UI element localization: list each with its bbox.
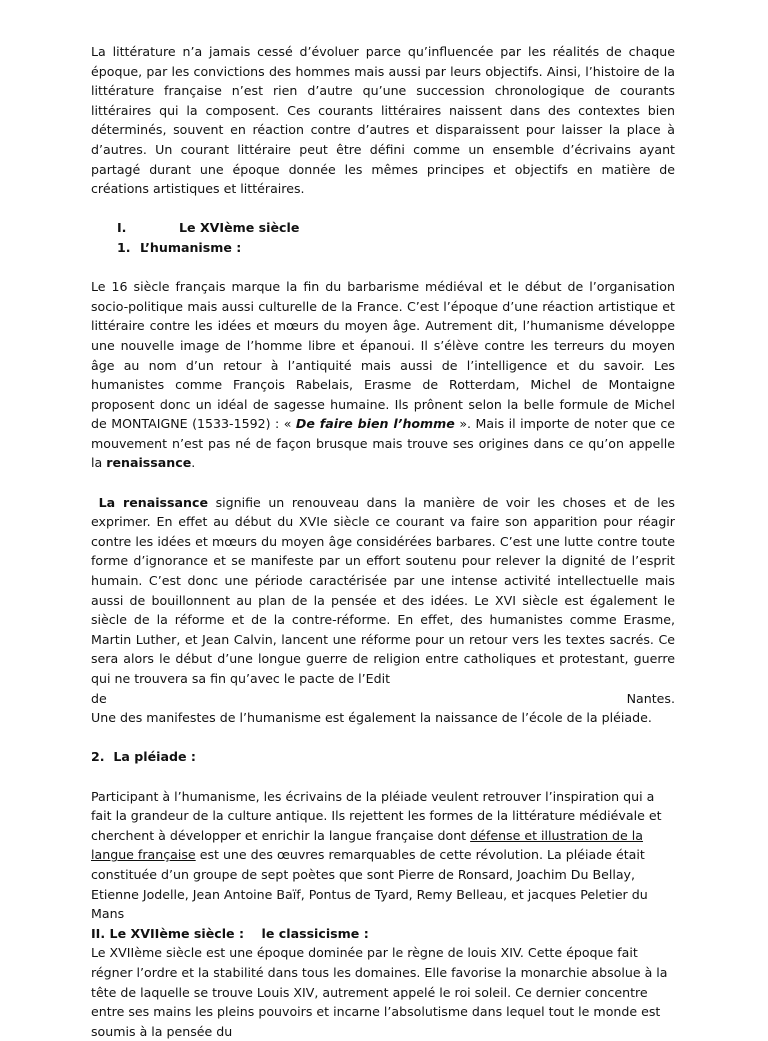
- pleiade-intro-line: Une des manifestes de l’humanisme est également la naissance de l’école de la pléiade.: [91, 710, 652, 726]
- justified-split-line: [91, 689, 675, 709]
- renaissance-text: signifie un renouveau dans la manière de voir les choses et de les exprimer. En effet au début du XVIe siècle ce courant va faire son apparition pour réagir contre les idées et mœurs du moyen âge considérées barbares. C’est une lutte contre toute forme d’ignorance et se manifeste par un effort soutenu pour relever la dignité de l’esprit humain. C’est donc une période caractérisée par une intense activité intellectuelle mais aussi de bouillonnent au plan de la pensée et des idées. Le XVI siècle est également le siècle de la réforme et de la contre-réforme. En effet, des humanistes comme Erasme, Martin Luther, et Jean Calvin, lancent une réforme pour un retour vers les textes sacrés. Ce sera alors le début d’une longue guerre de religion entre catholiques et protestant, guerre qui ne trouvera sa fin qu’avec le pacte de l’Edit: [91, 494, 675, 686]
- spacer: [91, 767, 675, 787]
- spacer: [91, 728, 675, 748]
- renaissance-term: renaissance: [106, 455, 192, 471]
- pleiade-text-cont: est une des œuvres remarquables de cette révolution. La pléiade était constituée d’un groupe de sept poètes que sont Pierre de Ronsard, Joachim Du Bellay, Etienne Jodelle, Jean Antoine Baïf, Pontus de Tyard, Remy Belleau, et jacques Peletier du Mans: [91, 847, 648, 922]
- humanisme-end: .: [191, 455, 196, 471]
- subsection-2-number: 2.: [91, 749, 105, 765]
- humanisme-paragraph: [91, 277, 675, 473]
- split-right: Nantes.: [626, 690, 675, 706]
- subsection-1-number: 1.: [117, 239, 131, 255]
- classicisme-paragraph: Le XVIIème siècle est une époque dominée par le règne de louis XIV. Cette époque fait régner l’ordre et la stabilité dans tous les domaines. Elle favorise la monarchie absolue à la tête de laquelle se trouve Louis XIV, autrement appelé le roi soleil. Ce dernier concentre entre ses mains les pleins pouvoirs et incarne l’absolutisme dans lequel tout le monde est soumis à la pensée du: [91, 945, 668, 1039]
- section-1-title: Le XVIème siècle: [179, 220, 300, 236]
- pleiade-text: Participant à l’humanisme, les écrivains de la pléiade veulent retrouver l’inspiration qui a fait la grandeur de la culture antique. Ils rejettent les formes de la littérature médiévale et cherchent à développer et enrichir la langue française dont: [91, 788, 662, 843]
- humanisme-text-cont: ». Mais il importe de noter que ce mouvement n’est pas né de façon brusque mais trouve ses origines dans ce qu’on appelle la: [91, 416, 675, 471]
- renaissance-lead: La renaissance: [98, 494, 209, 510]
- section-2-heading: II. Le XVIIème siècle : le classicisme :: [91, 925, 369, 941]
- renaissance-paragraph: [91, 493, 675, 689]
- section-1-heading: [91, 218, 675, 238]
- subsection-1-heading: [91, 238, 675, 258]
- section-1-number: I.: [117, 220, 127, 236]
- spacer: [91, 473, 675, 493]
- split-left: de: [91, 690, 107, 706]
- montaigne-quote: De faire bien l’homme: [295, 416, 455, 432]
- intro-paragraph: La littérature n’a jamais cessé d’évoluer parce qu’influencée par les réalités de chaque époque, par les convictions des hommes mais aussi par leurs objectifs. Ainsi, l’histoire de la littérature française n’est rien d’autre qu’une succession chronologique de courants littéraires qui la composent. Ces courants littéraires naissent dans des contextes bien déterminés, souvent en réaction contre d’autres et disparaissent pour laisser la place à d’autres. Un courant littéraire peut être défini comme un ensemble d’écrivains ayant partagé durant une époque donnée les mêmes principes et objectifs en matière de créations artistiques et littéraires.: [91, 44, 675, 197]
- subsection-2-heading: [91, 747, 675, 767]
- subsection-2-title: La pléiade :: [113, 749, 196, 765]
- humanisme-text: Le 16 siècle français marque la fin du barbarisme médiéval et le début de l’organisation socio-politique mais aussi culturelle de la France. C’est l’époque d’une réaction artistique et littéraire contre les idées et mœurs du moyen âge. Autrement dit, l’humanisme développe une nouvelle image de l’homme libre et épanoui. Il s’élève contre les terreurs du moyen âge au nom d’un retour à l’antiquité mais aussi de l’intelligence et du savoir. Les humanistes comme François Rabelais, Erasme de Rotterdam, Michel de Montaigne proposent donc un idéal de sagesse humaine. Ils prônent selon la belle formule de Michel de MONTAIGNE (1533-1592) : «: [91, 279, 675, 432]
- spacer: [91, 258, 675, 278]
- pleiade-paragraph: [91, 787, 675, 924]
- document-page: [91, 42, 675, 1041]
- defense-illustration-title: défense et illustration de la langue française: [91, 827, 644, 863]
- subsection-1-title: L’humanisme :: [140, 239, 242, 255]
- spacer: [91, 199, 675, 219]
